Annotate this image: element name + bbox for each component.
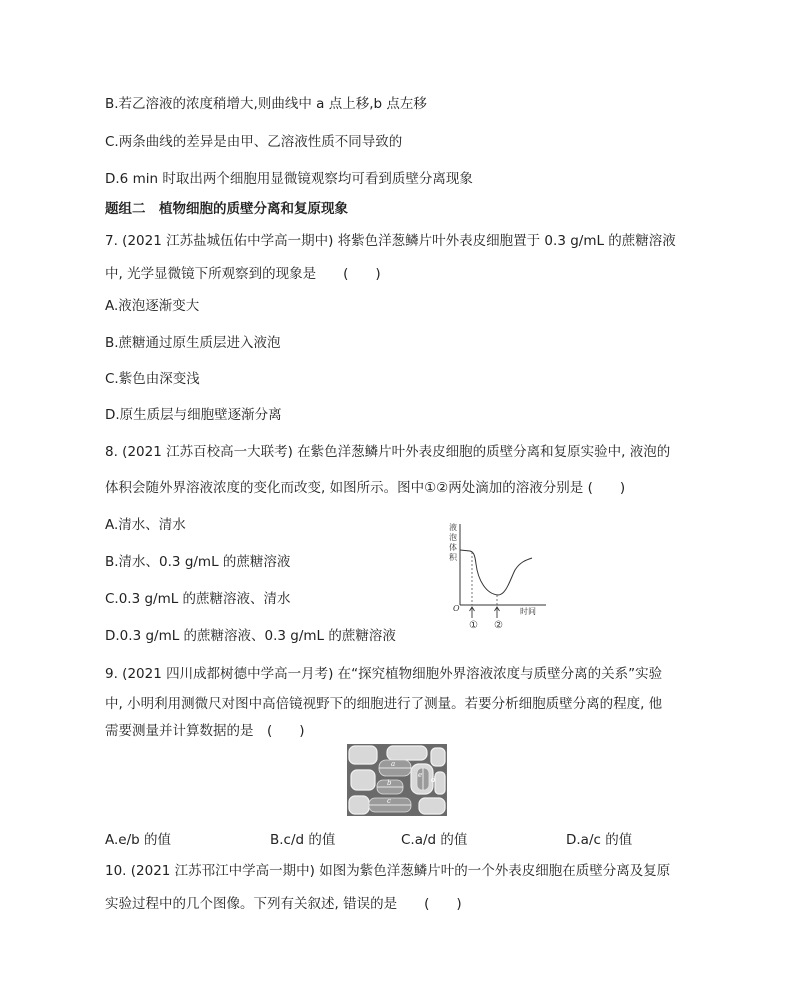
graph-ylabel-2: 泡 [449, 533, 457, 542]
micro-label-c: c [387, 797, 391, 805]
q9-option-c: C.a/d 的值 [401, 832, 468, 848]
q8-stem-line2: 体积会随外界溶液浓度的变化而改变, 如图所示。图中①②两处滴加的溶液分别是 ( ) [105, 480, 626, 496]
vacuole-volume-graph [440, 520, 550, 632]
graph-xlabel: 时间 [520, 607, 536, 616]
q8-option-b: B.清水、0.3 g/mL 的蔗糖溶液 [105, 554, 291, 570]
q9-option-b: B.c/d 的值 [270, 832, 336, 848]
q7-stem-line2: 中, 光学显微镜下所观察到的现象是 ( ) [105, 266, 381, 282]
micro-label-d: d [431, 776, 436, 784]
q7-option-d: D.原生质层与细胞壁逐渐分离 [105, 407, 282, 423]
graph-ylabel-3: 体 [449, 543, 457, 552]
q6-option-c: C.两条曲线的差异是由甲、乙溶液性质不同导致的 [105, 134, 403, 150]
cell-micrograph [347, 744, 447, 816]
q7-option-b: B.蔗糖通过原生质层进入液泡 [105, 335, 281, 351]
micro-label-b: b [387, 779, 392, 787]
q6-option-d: D.6 min 时取出两个细胞用显微镜观察均可看到质壁分离现象 [105, 171, 473, 187]
graph-origin: O [453, 604, 460, 613]
q9-stem-line2: 中, 小明利用测微尺对图中高倍镜视野下的细胞进行了测量。若要分析细胞质壁分离的程度, 他 [105, 696, 663, 712]
micro-label-a: a [391, 760, 396, 768]
q6-option-b: B.若乙溶液的浓度稍增大,则曲线中 a 点上移,b 点左移 [105, 96, 427, 112]
q9-option-a: A.e/b 的值 [105, 832, 172, 848]
graph-volume-curve [460, 550, 532, 595]
micro-label-e: e [418, 771, 423, 779]
q9-stem-line3: 需要测量并计算数据的是 ( ) [105, 723, 305, 739]
q8-option-a: A.清水、清水 [105, 517, 186, 533]
graph-ylabel-4: 积 [449, 553, 457, 562]
graph-ylabel-1: 液 [449, 523, 457, 532]
q10-stem-line2: 实验过程中的几个图像。下列有关叙述, 错误的是 ( ) [105, 896, 462, 912]
group-heading: 题组二 植物细胞的质壁分离和复原现象 [105, 201, 348, 217]
q9-option-d: D.a/c 的值 [566, 832, 633, 848]
q7-stem-line1: 7. (2021 江苏盐城伍佑中学高一期中) 将紫色洋葱鳞片叶外表皮细胞置于 0.3 g/mL 的蔗糖溶液 [105, 233, 676, 249]
q7-option-a: A.液泡逐渐变大 [105, 298, 200, 314]
q8-option-c: C.0.3 g/mL 的蔗糖溶液、清水 [105, 591, 291, 607]
q7-option-c: C.紫色由深变浅 [105, 371, 200, 387]
graph-mark-2: ② [494, 620, 503, 631]
q8-stem-line1: 8. (2021 江苏百校高一大联考) 在紫色洋葱鳞片叶外表皮细胞的质壁分离和复原实验中, 液泡的 [105, 444, 671, 460]
q10-stem-line1: 10. (2021 江苏邗江中学高一期中) 如图为紫色洋葱鳞片叶的一个外表皮细胞在质壁分离及复原 [105, 863, 671, 879]
q9-stem-line1: 9. (2021 四川成都树德中学高一月考) 在“探究植物细胞外界溶液浓度与质壁分离的关系”实验 [105, 666, 663, 682]
graph-mark-1: ① [469, 620, 478, 631]
q8-option-d: D.0.3 g/mL 的蔗糖溶液、0.3 g/mL 的蔗糖溶液 [105, 628, 396, 644]
